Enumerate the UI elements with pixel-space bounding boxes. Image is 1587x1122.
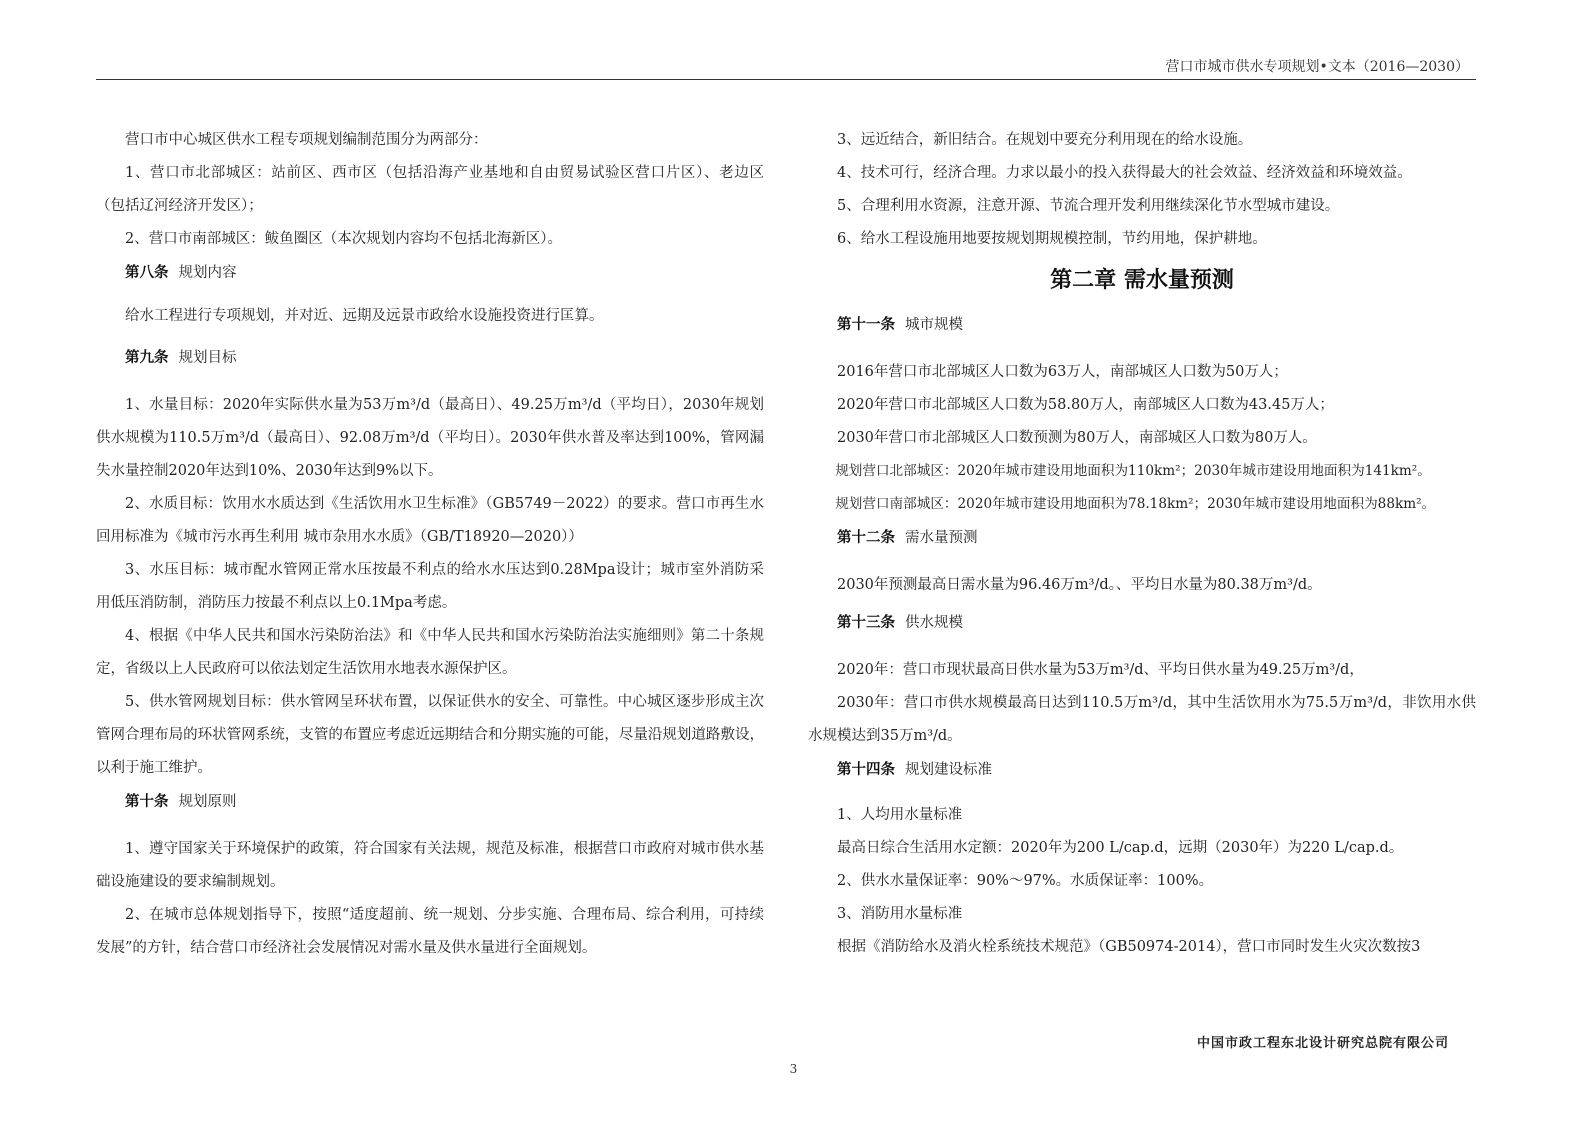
document-header-title: 营口市城市供水专项规划•文本（2016—2030） [1165,59,1469,75]
article-14-heading [808,753,1476,787]
goal-water-quantity: 1、水量目标：2020年实际供水量为53万m³/d（最高日）、49.25万m³/d（平均日），2030年规划供水规模为110.5万m³/d（最高日）、92.08万m³/d（平均日）。2030年供水普及率达到100%，管网漏失水量控制2020年达到10%、2030年达到9%以下。 [96,397,764,479]
page-number: 3 [789,1062,798,1076]
standard-1-text: 最高日综合生活用水定额：2020年为200 L/cap.d，远期（2030年）为220 L/cap.d。 [837,840,1404,856]
left-column [96,124,764,965]
article-9-heading [96,341,764,375]
principle-2: 2、在城市总体规划指导下，按照“适度超前、统一规划、分步实施、合理布局、综合利用，可持续发展”的方针，结合营口市经济社会发展情况对需水量及供水量进行全面规划。 [96,907,764,956]
goal-water-quality: 2、水质目标：饮用水水质达到《生活饮用水卫生标准》（GB5749－2022）的要求。营口市再生水回用标准为《城市污水再生利用 城市杂用水水质》（GB/T18920—2020）） [96,496,764,545]
chapter-title: 第二章 需水量预测 [1050,268,1234,293]
article-title: 需水量预测 [905,530,978,546]
goal-source-protection: 4、根据《中华人民共和国水污染防治法》和《中华人民共和国水污染防治法实施细则》第二十条规定，省级以上人民政府可以依法划定生活饮用水地表水源保护区。 [96,628,764,677]
goal-water-pressure: 3、水压目标：城市配水管网正常水压按最不利点的给水水压达到0.28Mpa设计；城市室外消防采用低压消防制，消防压力按最不利点以上0.1Mpa考虑。 [96,562,764,611]
article-8-heading [96,256,764,290]
principle-3: 3、远近结合，新旧结合。在规划中要充分利用现在的给水设施。 [837,132,1253,148]
article-number: 第十四条 [837,761,895,778]
scope-item-2: 2、营口市南部城区：鲅鱼圈区（本次规划内容均不包括北海新区）。 [125,231,562,247]
article-title: 规划内容 [178,265,237,281]
principle-5: 5、合理利用水资源，注意开源、节流合理开发利用继续深化节水型城市建设。 [837,198,1340,214]
population-2020: 2020年营口市北部城区人口数为58.80万人，南部城区人口数为43.45万人； [837,397,1334,413]
population-2016: 2016年营口市北部城区人口数为63万人，南部城区人口数为50万人； [837,364,1288,380]
article-title: 规划原则 [178,794,237,810]
article-title: 规划目标 [178,350,237,366]
standard-1-heading: 1、人均用水量标准 [837,807,963,823]
article-10-heading [96,785,764,819]
goal-pipe-network: 5、供水管网规划目标：供水管网呈环状布置，以保证供水的安全、可靠性。中心城区逐步形成主次管网合理布局的环状管网系统，支管的布置应考虑近远期结合和分期实施的可能，尽量沿规划道路敷设，以利于施工维护。 [96,694,764,776]
article-number: 第九条 [125,349,169,366]
article-11-heading [808,308,1476,342]
right-column [808,124,1476,964]
article-title: 供水规模 [905,615,963,631]
article-8-text: 给水工程进行专项规划，并对近、远期及远景市政给水设施投资进行匡算。 [125,308,604,324]
article-13-heading [808,606,1476,640]
demand-forecast: 2030年预测最高日需水量为96.46万m³/d。、平均日水量为80.38万m³/d。 [837,577,1322,593]
intro-paragraph: 营口市中心城区供水工程专项规划编制范围分为两部分： [125,132,488,148]
land-area-south: 规划营口南部城区：2020年城市建设用地面积为78.18km²；2030年城市建设用地面积为88km²。 [835,496,1436,512]
article-12-heading [808,521,1476,555]
scope-item-1: 1、营口市北部城区：站前区、西市区（包括沿海产业基地和自由贸易试验区营口片区）、老边区（包括辽河经济开发区）； [96,165,764,214]
standard-2: 2、供水水量保证率：90%～97%。水质保证率：100%。 [837,873,1214,889]
article-title: 规划建设标准 [905,762,992,778]
article-title: 城市规模 [905,317,963,333]
supply-2020: 2020年：营口市现状最高日供水量为53万m³/d、平均日供水量为49.25万m³/d， [837,662,1364,678]
article-number: 第十条 [125,793,169,810]
header-divider [96,79,1476,80]
principle-6: 6、给水工程设施用地要按规划期规模控制，节约用地，保护耕地。 [837,231,1267,247]
standard-3-text: 根据《消防给水及消火栓系统技术规范》（GB50974-2014），营口市同时发生火灾次数按3 [837,939,1421,955]
standard-3-heading: 3、消防用水量标准 [837,906,963,922]
supply-2030: 2030年：营口市供水规模最高日达到110.5万m³/d，其中生活饮用水为75.5万m³/d，非饮用水供水规模达到35万m³/d。 [808,695,1476,744]
article-number: 第八条 [125,264,169,281]
principle-4: 4、技术可行，经济合理。力求以最小的投入获得最大的社会效益、经济效益和环境效益。 [837,165,1412,181]
article-number: 第十二条 [837,529,895,546]
population-2030: 2030年营口市北部城区人口数预测为80万人，南部城区人口数为80万人。 [837,430,1317,446]
principle-1: 1、遵守国家关于环境保护的政策，符合国家有关法规，规范及标准，根据营口市政府对城市供水基础设施建设的要求编制规划。 [96,841,764,890]
land-area-north: 规划营口北部城区：2020年城市建设用地面积为110km²；2030年城市建设用地面积为141km²。 [835,463,1431,479]
company-name: 中国市政工程东北设计研究总院有限公司 [1196,1036,1449,1051]
article-number: 第十一条 [837,316,895,333]
article-number: 第十三条 [837,614,895,631]
